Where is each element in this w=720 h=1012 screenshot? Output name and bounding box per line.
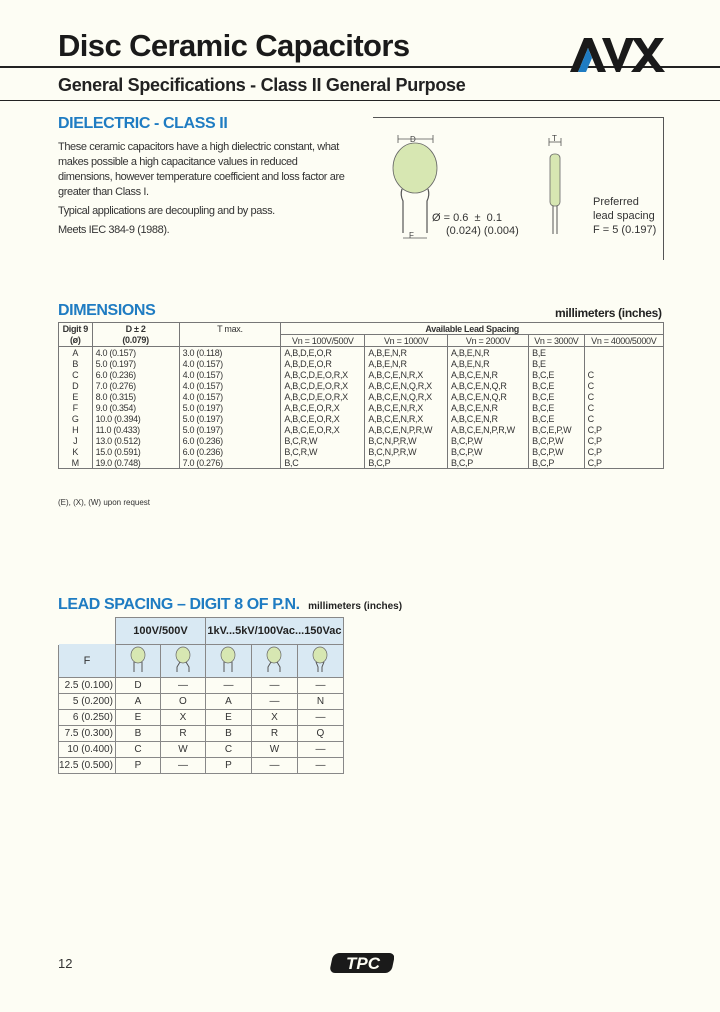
cell-v5: C <box>584 413 663 424</box>
vn-header: Vn = 4000/5000V <box>584 335 663 347</box>
kinked-lead-icon <box>160 644 205 677</box>
cell-code: — <box>297 757 343 773</box>
col-d-header: D ± 2 <box>92 323 179 335</box>
cell-d: 6.0 (0.236) <box>92 369 179 380</box>
label-f: F <box>409 231 414 240</box>
cell-t: 4.0 (0.157) <box>179 380 281 391</box>
dielectric-paragraph: These ceramic capacitors have a high dielectric constant, what makes possible a high capacitance values in reduced dimensions, however temperature coefficient and loss factor are greater than Class I. <box>58 141 345 198</box>
cell-code: Q <box>297 725 343 741</box>
table-row <box>59 391 664 402</box>
group-100v-header: 100V/500V <box>115 618 205 645</box>
vn-header: Vn = 3000V <box>529 335 584 347</box>
cell-code: B <box>205 725 251 741</box>
cell-t: 4.0 (0.157) <box>179 369 281 380</box>
dielectric-paragraph: Typical applications are decoupling and by pass. <box>58 205 275 217</box>
cell-v5: C,P <box>584 457 663 469</box>
cell-code: C <box>205 741 251 757</box>
dielectric-heading: DIELECTRIC - CLASS II <box>58 115 228 132</box>
cell-v2: A,B,C,E,N,P,R,W <box>365 424 448 435</box>
cell-code: X <box>251 709 297 725</box>
cell-v3: B,C,P,W <box>447 435 528 446</box>
table-row <box>59 358 664 369</box>
vn-header: Vn = 1000V <box>365 335 448 347</box>
cell-v3: A,B,C,E,N,R <box>447 413 528 424</box>
cell-v3: B,C,P,W <box>447 446 528 457</box>
cell-code: R <box>160 725 205 741</box>
cell-digit: G <box>59 413 93 424</box>
col-available-header: Available Lead Spacing <box>281 323 664 335</box>
cell-v3: A,B,C,E,N,R <box>447 402 528 413</box>
table-row <box>59 380 664 391</box>
lead-spacing-title <box>58 596 402 614</box>
cell-spacing: 5 (0.200) <box>59 693 116 709</box>
cell-d: 15.0 (0.591) <box>92 446 179 457</box>
dielectric-paragraph: Meets IEC 384-9 (1988). <box>58 224 170 236</box>
cell-code: C <box>115 741 160 757</box>
cell-v2: A,B,C,E,N,R,X <box>365 369 448 380</box>
cell-code: A <box>205 693 251 709</box>
col-d-sub: (0.079) <box>92 335 179 347</box>
cell-v3: A,B,C,E,N,Q,R <box>447 380 528 391</box>
cell-t: 5.0 (0.197) <box>179 402 281 413</box>
f-label: F <box>59 644 116 677</box>
lead-spacing-units: millimeters (inches) <box>308 601 403 612</box>
cell-spacing: 10 (0.400) <box>59 741 116 757</box>
cell-code: — <box>297 677 343 693</box>
cell-t: 6.0 (0.236) <box>179 435 281 446</box>
cell-code: E <box>205 709 251 725</box>
cell-d: 4.0 (0.157) <box>92 347 179 359</box>
preferred-lead-spacing <box>593 195 656 237</box>
cell-v2: A,B,E,N,R <box>365 347 448 359</box>
table-row <box>59 402 664 413</box>
table-row <box>59 741 344 757</box>
table-row <box>59 757 344 773</box>
straight-lead-icon <box>115 644 160 677</box>
cell-code: A <box>115 693 160 709</box>
cell-spacing: 2.5 (0.100) <box>59 677 116 693</box>
cell-v1: B,C,R,W <box>281 446 365 457</box>
cell-v4: B,E <box>529 358 584 369</box>
cell-code: P <box>115 757 160 773</box>
upon-request-note: (E), (X), (W) upon request <box>58 498 151 507</box>
cell-code: X <box>160 709 205 725</box>
cell-v5: C,P <box>584 424 663 435</box>
cell-v4: B,C,P <box>529 457 584 469</box>
cell-v4: B,C,P,W <box>529 435 584 446</box>
cell-code: D <box>115 677 160 693</box>
cell-spacing: 12.5 (0.500) <box>59 757 116 773</box>
cell-v2: A,B,C,E,N,R,X <box>365 413 448 424</box>
svg-text:TPC: TPC <box>346 954 380 973</box>
cell-digit: A <box>59 347 93 359</box>
label-d: D <box>410 135 416 144</box>
cell-v2: B,C,P <box>365 457 448 469</box>
straight-lead-icon <box>205 644 251 677</box>
cell-code: — <box>251 693 297 709</box>
cell-digit: E <box>59 391 93 402</box>
cell-v2: A,B,E,N,R <box>365 358 448 369</box>
wire-diameter-inches: (0.024) (0.004) <box>446 225 519 237</box>
cell-code: O <box>160 693 205 709</box>
cell-v3: B,C,P <box>447 457 528 469</box>
cell-d: 8.0 (0.315) <box>92 391 179 402</box>
cell-code: — <box>160 677 205 693</box>
col-digit-header: Digit 9 <box>59 323 93 335</box>
cell-v1: B,C <box>281 457 365 469</box>
cell-d: 5.0 (0.197) <box>92 358 179 369</box>
table-row <box>59 413 664 424</box>
cell-v5 <box>584 347 663 359</box>
page-number: 12 <box>58 956 73 971</box>
cell-v5: C,P <box>584 435 663 446</box>
cell-digit: M <box>59 457 93 469</box>
cell-v2: A,B,C,E,N,Q,R,X <box>365 391 448 402</box>
dimensions-table <box>58 322 664 469</box>
avx-logo <box>570 36 666 74</box>
cell-t: 6.0 (0.236) <box>179 446 281 457</box>
corner-blank <box>59 618 116 645</box>
cell-t: 4.0 (0.157) <box>179 358 281 369</box>
cell-v5: C <box>584 380 663 391</box>
cell-v4: B,C,E <box>529 413 584 424</box>
table-row <box>59 725 344 741</box>
preferred-line: Preferred <box>593 196 639 208</box>
cell-digit: D <box>59 380 93 391</box>
cell-v1: A,B,C,D,E,O,R,X <box>281 391 365 402</box>
cell-code: W <box>160 741 205 757</box>
cell-v1: A,B,D,E,O,R <box>281 347 365 359</box>
cell-code: — <box>160 757 205 773</box>
col-t-sub <box>179 335 281 347</box>
cell-spacing: 7.5 (0.300) <box>59 725 116 741</box>
cell-v4: B,C,P,W <box>529 446 584 457</box>
table-row <box>59 369 664 380</box>
dimensions-heading: DIMENSIONS <box>58 302 156 319</box>
table-row <box>59 457 664 469</box>
cell-v2: A,B,C,E,N,Q,R,X <box>365 380 448 391</box>
preferred-line: lead spacing <box>593 210 655 222</box>
cell-code: E <box>115 709 160 725</box>
cell-v5 <box>584 358 663 369</box>
cell-v2: A,B,C,E,N,R,X <box>365 402 448 413</box>
cell-code: W <box>251 741 297 757</box>
cell-v3: A,B,C,E,N,P,R,W <box>447 424 528 435</box>
cell-v2: B,C,N,P,R,W <box>365 435 448 446</box>
cell-digit: B <box>59 358 93 369</box>
inward-kink-lead-icon <box>297 644 343 677</box>
vn-header: Vn = 2000V <box>447 335 528 347</box>
cell-v3: A,B,C,E,N,R <box>447 369 528 380</box>
dimensions-units: millimeters (inches) <box>555 306 662 320</box>
group-1kv-header: 1kV...5kV/100Vac...150Vac <box>205 618 343 645</box>
cell-code: N <box>297 693 343 709</box>
table-row <box>59 693 344 709</box>
cell-v3: A,B,C,E,N,Q,R <box>447 391 528 402</box>
dielectric-description <box>58 140 350 242</box>
cell-v4: B,C,E <box>529 402 584 413</box>
cell-digit: H <box>59 424 93 435</box>
table-row <box>59 446 664 457</box>
vn-header: Vn = 100V/500V <box>281 335 365 347</box>
page-title: Disc Ceramic Capacitors <box>58 28 410 63</box>
cell-t: 7.0 (0.276) <box>179 457 281 469</box>
page-subtitle: General Specifications - Class II General Purpose <box>58 75 466 95</box>
cell-spacing: 6 (0.250) <box>59 709 116 725</box>
cell-code: P <box>205 757 251 773</box>
cell-code: B <box>115 725 160 741</box>
cell-v1: B,C,R,W <box>281 435 365 446</box>
cell-v1: A,B,D,E,O,R <box>281 358 365 369</box>
cell-code: — <box>251 677 297 693</box>
col-digit-sub: (ø) <box>59 335 93 347</box>
cell-v5: C,P <box>584 446 663 457</box>
lead-spacing-table <box>58 617 344 774</box>
cell-digit: K <box>59 446 93 457</box>
cell-digit: F <box>59 402 93 413</box>
cell-d: 10.0 (0.394) <box>92 413 179 424</box>
table-row <box>59 424 664 435</box>
col-t-header: T max. <box>179 323 281 335</box>
label-t: T <box>552 134 557 143</box>
cell-digit: J <box>59 435 93 446</box>
cell-code: — <box>205 677 251 693</box>
cell-v4: B,C,E,P,W <box>529 424 584 435</box>
cell-v1: A,B,C,E,O,R,X <box>281 424 365 435</box>
cell-d: 13.0 (0.512) <box>92 435 179 446</box>
cell-v4: B,E <box>529 347 584 359</box>
cell-v1: A,B,C,D,E,O,R,X <box>281 380 365 391</box>
table-row <box>59 435 664 446</box>
cell-v1: A,B,C,E,O,R,X <box>281 413 365 424</box>
cell-v1: A,B,C,D,E,O,R,X <box>281 369 365 380</box>
subtitle-rule <box>0 100 720 101</box>
cell-t: 3.0 (0.118) <box>179 347 281 359</box>
wire-diameter: Ø = 0.6 ± 0.1 <box>432 212 502 224</box>
cell-v4: B,C,E <box>529 391 584 402</box>
cell-v3: A,B,E,N,R <box>447 347 528 359</box>
cell-d: 19.0 (0.748) <box>92 457 179 469</box>
cell-d: 11.0 (0.433) <box>92 424 179 435</box>
cell-v4: B,C,E <box>529 380 584 391</box>
cell-v5: C <box>584 369 663 380</box>
table-row <box>59 677 344 693</box>
table-row <box>59 709 344 725</box>
cell-digit: C <box>59 369 93 380</box>
cell-v2: B,C,N,P,R,W <box>365 446 448 457</box>
cell-v5: C <box>584 402 663 413</box>
lead-spacing-heading: LEAD SPACING – DIGIT 8 OF P.N. <box>58 596 300 613</box>
cell-t: 5.0 (0.197) <box>179 413 281 424</box>
kinked-lead-icon <box>251 644 297 677</box>
cell-t: 5.0 (0.197) <box>179 424 281 435</box>
cell-v5: C <box>584 391 663 402</box>
tpc-logo <box>330 950 394 976</box>
table-row <box>59 347 664 359</box>
cell-code: R <box>251 725 297 741</box>
cell-code: — <box>297 741 343 757</box>
cell-t: 4.0 (0.157) <box>179 391 281 402</box>
cell-code: — <box>297 709 343 725</box>
cell-d: 7.0 (0.276) <box>92 380 179 391</box>
cell-d: 9.0 (0.354) <box>92 402 179 413</box>
cell-v1: A,B,C,E,O,R,X <box>281 402 365 413</box>
cell-v4: B,C,E <box>529 369 584 380</box>
cell-code: — <box>251 757 297 773</box>
preferred-line: F = 5 (0.197) <box>593 224 657 236</box>
capacitor-side-view <box>540 136 570 236</box>
cell-v3: A,B,E,N,R <box>447 358 528 369</box>
